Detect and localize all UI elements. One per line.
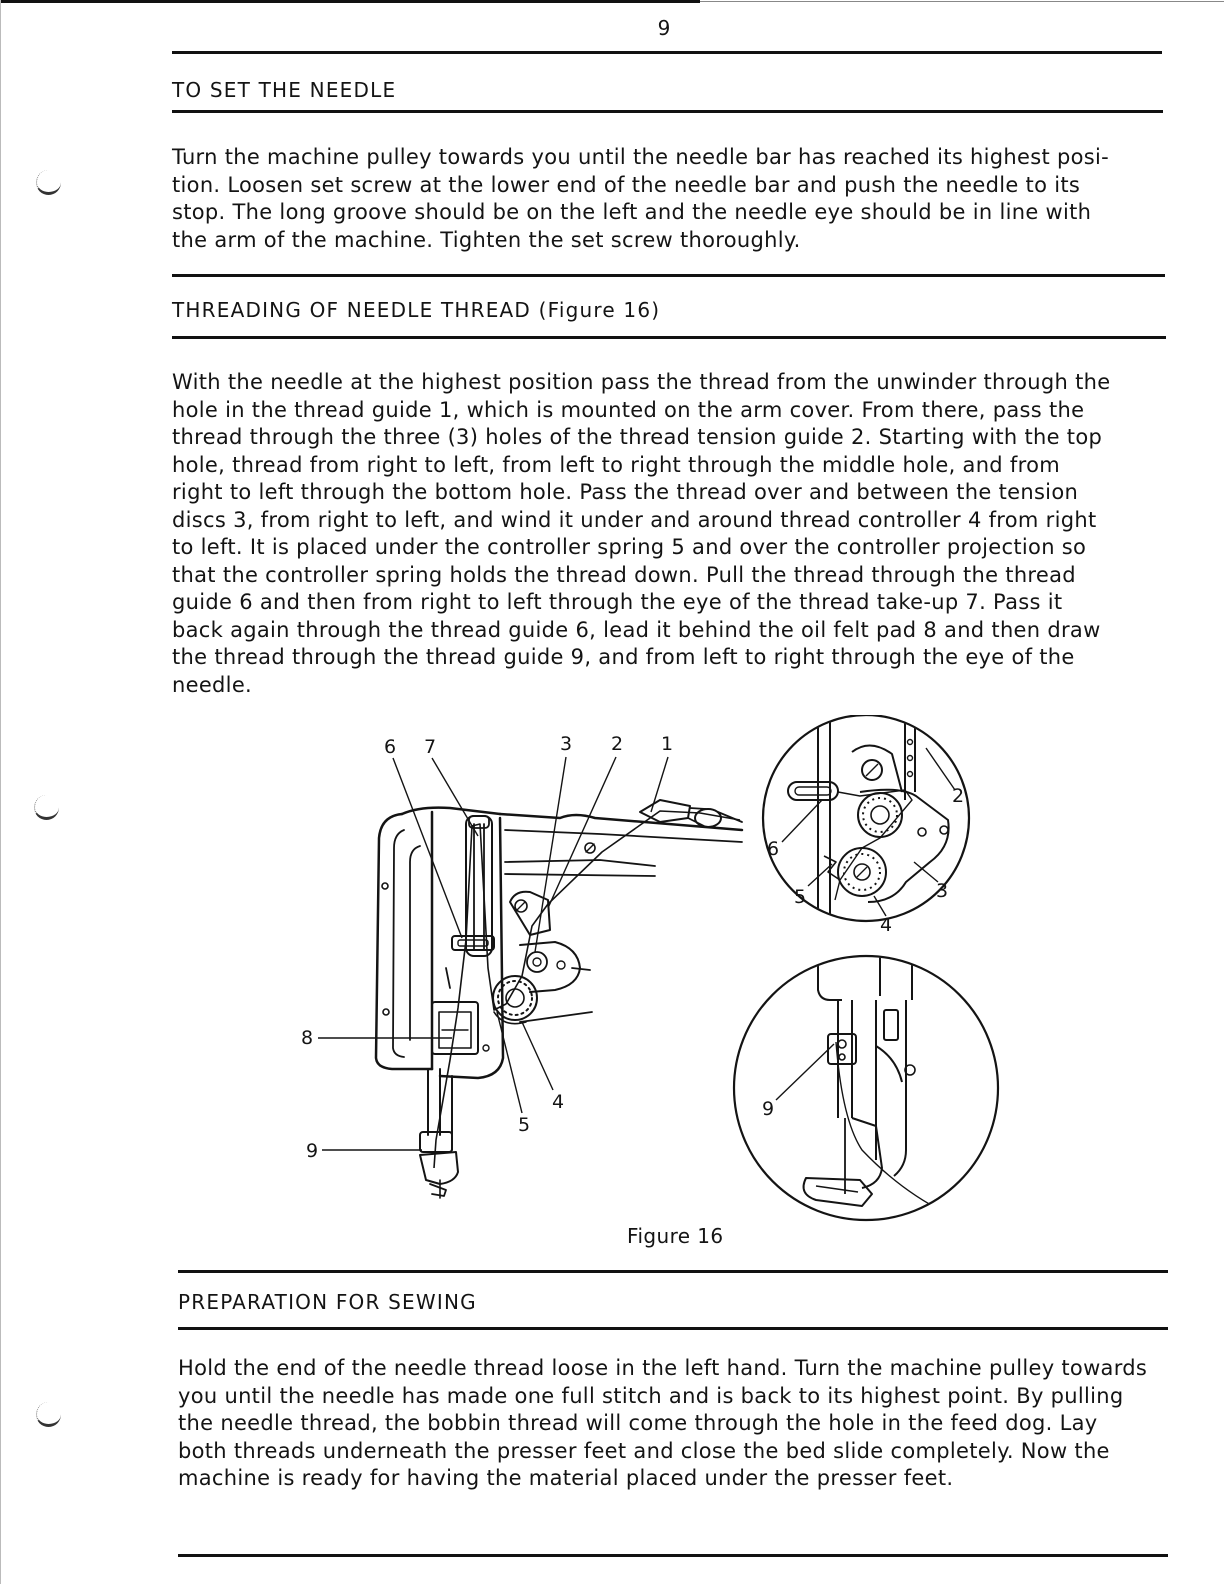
scan-edge-top-thin [700, 1, 1224, 2]
face-cover-screw [382, 883, 388, 889]
punch-hole-mark [34, 795, 59, 820]
face-cover-inner-edge [410, 846, 420, 1040]
tension-stud-center [533, 958, 541, 966]
paragraph-set-needle [172, 144, 1109, 254]
arm-screw-slot [586, 844, 594, 852]
text-line: discs 3, from right to left, and wind it under and around thread controller 4 from right [172, 507, 1097, 532]
arm-side-line [572, 968, 590, 970]
paragraph-preparation [178, 1355, 1147, 1493]
callout-label-2: 2 [610, 733, 624, 755]
inset-leader-5 [808, 864, 832, 886]
needle-detail-inset [734, 950, 998, 1220]
text-line: Hold the end of the needle thread loose in the left hand. Turn the machine pulley towards [178, 1356, 1148, 1380]
inset-top-screw-slot [866, 764, 878, 776]
inset-tension-stud-hub [871, 806, 889, 824]
text-line: stop. The long groove should be on the left and the needle eye should be in line with [172, 200, 1092, 224]
inset-guide-hole [908, 740, 913, 745]
sewing-machine-head-drawing [376, 800, 742, 1198]
inset-callout-label-3: 3 [935, 880, 949, 902]
inset-callout-label-6: 6 [766, 838, 780, 860]
text-line: that the controller spring holds the thread down. Pull the thread through the thread [172, 562, 1076, 587]
inset-bracket-hole [918, 828, 926, 836]
text-line: the thread through the thread guide 9, and from left to right through the eye of the [172, 645, 1075, 669]
section-heading-threading: THREADING OF NEEDLE THREAD (Figure 16) [172, 298, 661, 322]
inset-presser-foot-toe [816, 1186, 858, 1192]
leader-line-7 [432, 758, 478, 836]
inset-presser-bar-guide [884, 1010, 898, 1040]
text-line: the arm of the machine. Tighten the set screw thoroughly. [172, 227, 801, 252]
inset-top-plate [852, 745, 902, 792]
callout-label-4: 4 [551, 1091, 565, 1113]
inset-needle-clamp-screw [839, 1054, 845, 1060]
inset-callout-label-9: 9 [761, 1098, 775, 1120]
tension-guide-screw-slot [517, 902, 525, 910]
text-line: With the needle at the highest position pass the thread from the unwinder through the [172, 370, 1111, 394]
inset-callout-label-2: 2 [951, 785, 965, 807]
figure-16-illustration [290, 715, 1010, 1235]
leader-line-4 [522, 1022, 553, 1090]
inset-presser-bar [876, 1000, 906, 1176]
page-bottom-rule [178, 1554, 1168, 1557]
inset-presser-bracket [876, 1046, 902, 1082]
scan-edge-left [0, 0, 1, 1584]
inset-needle-clamp-screw [838, 1040, 846, 1048]
text-line: both threads underneath the presser feet and close the bed slide completely. Now the [178, 1438, 1110, 1463]
leader-line-6 [393, 758, 462, 938]
tension-detail-drawing [788, 715, 949, 925]
inset-head-bottom-left [818, 950, 842, 1000]
section-rule [172, 274, 1165, 277]
callout-label-1: 1 [660, 733, 674, 755]
inset-leader-6 [782, 800, 822, 842]
inset-thread-guide-6-slot [795, 787, 831, 795]
face-cover-inner-edge [393, 830, 404, 1057]
callout-label-6: 6 [383, 736, 397, 758]
section-rule [172, 51, 1162, 54]
text-line: the needle thread, the bobbin thread will come through the hole in the feed dog. Lay [178, 1411, 1098, 1435]
section-heading-set-needle: TO SET THE NEEDLE [172, 78, 397, 102]
needle-thread-path [434, 811, 740, 1168]
inset-bracket-hole [940, 826, 948, 834]
inset-presser-shank [852, 1118, 882, 1188]
section-rule [172, 110, 1163, 113]
head-top-edge [402, 808, 500, 814]
text-line: guide 6 and then from right to left through the eye of the thread take-up 7. Pass it [172, 590, 1063, 614]
section-heading-preparation: PREPARATION FOR SEWING [178, 1290, 477, 1314]
needle-detail-drawing [804, 950, 944, 1212]
inset-tension-stud-ring [863, 798, 897, 832]
inset-leader-2 [926, 748, 955, 790]
head-pin [446, 968, 450, 988]
inset-callout-label-4: 4 [879, 914, 893, 936]
tension-bracket-hole [557, 961, 565, 969]
inset-presser-foot [804, 1178, 872, 1206]
punch-hole-mark [36, 1402, 61, 1427]
section-rule [178, 1327, 1168, 1330]
inset-tension-discs-slot [857, 867, 867, 877]
text-line: machine is ready for having the material placed under the presser feet. [178, 1466, 954, 1490]
punch-hole-mark [36, 170, 61, 195]
scan-edge-top [0, 0, 700, 3]
text-line: tion. Loosen set screw at the lower end of the needle bar and push the needle to its [172, 172, 1081, 197]
text-line: hole, thread from right to left, from left to right through the middle hole, and from [172, 452, 1060, 477]
main-leader-lines [318, 757, 668, 1150]
inset-circle-border [734, 956, 998, 1220]
face-cover-outline [376, 814, 432, 1069]
presser-foot [420, 1152, 458, 1184]
inset-callout-label-5: 5 [793, 886, 807, 908]
section-rule [172, 336, 1166, 339]
text-line: hole in the thread guide 1, which is mounted on the arm cover. From there, pass the [172, 397, 1085, 422]
callout-label-9: 9 [305, 1140, 319, 1162]
take-up-lever [474, 824, 484, 950]
paragraph-threading [172, 369, 1110, 699]
tension-detail-inset [763, 715, 969, 936]
inset-leader-9 [776, 1044, 834, 1100]
inset-tension-stud [858, 793, 902, 837]
text-line: needle. [172, 672, 253, 697]
section-rule [178, 1270, 1168, 1273]
callout-label-7: 7 [423, 736, 437, 758]
face-cover-screw [383, 1009, 389, 1015]
arm-lower-line [505, 874, 655, 876]
text-line: to left. It is placed under the controller spring 5 and over the controller projection so [172, 535, 1087, 559]
tension-discs-3 [493, 976, 537, 1020]
text-line: Turn the machine pulley towards you until the needle bar has reached its highest posi- [172, 145, 1110, 169]
inset-arm-edge [818, 715, 830, 925]
callout-label-3: 3 [559, 733, 573, 755]
inset-guide-hole [908, 756, 913, 761]
page-number: 9 [657, 16, 671, 40]
text-line: right to left through the bottom hole. Pass the thread over and between the tension [172, 480, 1079, 504]
arm-middle-line [505, 860, 655, 866]
text-line: you until the needle has made one full stitch and is back to its highest point. By pulling [178, 1383, 1124, 1408]
inset-guide-hole [908, 772, 913, 777]
text-line: back again through the thread guide 6, lead it behind the oil felt pad 8 and then draw [172, 617, 1101, 642]
tension-stud [527, 952, 547, 972]
callout-label-5: 5 [517, 1114, 531, 1136]
text-line: thread through the three (3) holes of the thread tension guide 2. Starting with the top [172, 425, 1103, 449]
presser-foot-toe [430, 1184, 446, 1196]
callout-label-8: 8 [300, 1027, 314, 1049]
figure-caption: Figure 16 [627, 1224, 724, 1248]
leader-line-1 [651, 757, 668, 812]
head-screw [483, 1045, 489, 1051]
